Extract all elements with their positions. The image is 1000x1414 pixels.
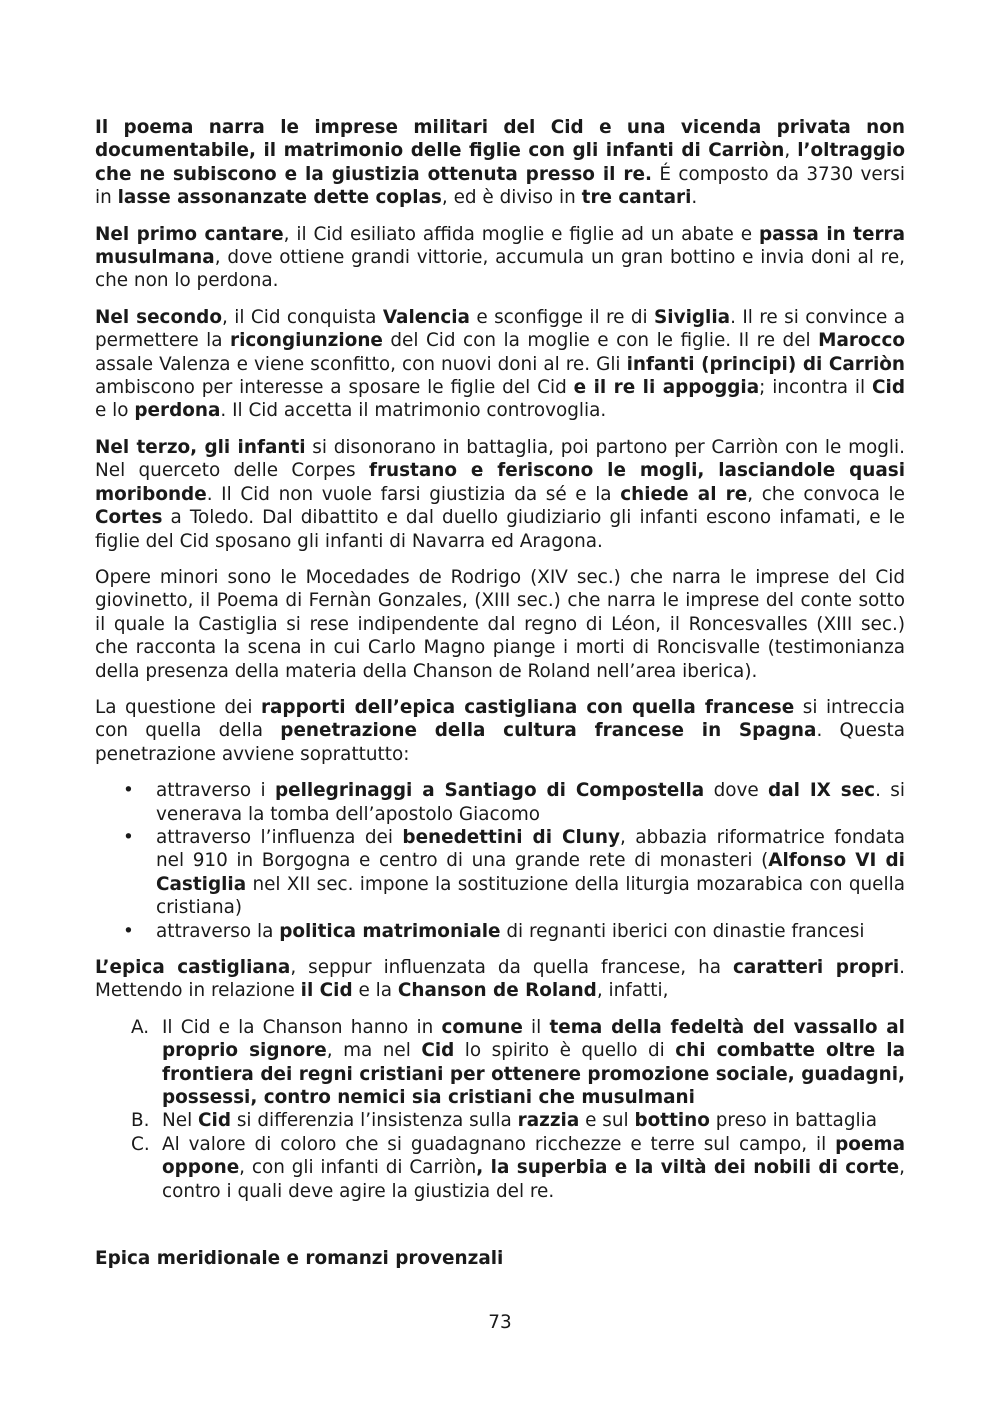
text-run: . Questa penetrazione avviene soprattutto: (95, 720, 906, 765)
bold-text-run: Chanson de Roland (397, 980, 597, 1002)
bold-text-run: Nel secondo (95, 306, 222, 328)
text-run: Nel (162, 1110, 199, 1132)
bold-text-run: Cid (872, 377, 905, 399)
bullet-icon: • (123, 920, 134, 942)
paragraph (95, 696, 905, 766)
text-run: e lo (95, 400, 135, 422)
bold-text-run: Nel terzo, gli infanti (95, 436, 306, 458)
bold-text-run: penetrazione della cultura francese in Spagna (280, 720, 817, 742)
bold-text-run: comune (441, 1016, 523, 1038)
text-run: a Toledo. Dal dibattito e dal duello giudiziario gli infanti escono infamati, e le figlie del Cid sposano gli infanti di Navarra ed Aragona. (95, 507, 905, 552)
bold-text-run: , la superbia e la viltà dei nobili di corte (476, 1157, 900, 1179)
bold-text-run: Siviglia (654, 306, 731, 328)
list-item (95, 779, 905, 826)
text-run: attraverso l’influenza dei (156, 826, 403, 848)
bold-text-run: rapporti dell’epica castigliana con quella francese (260, 696, 795, 718)
text-run: , (784, 140, 798, 162)
text-run: La questione dei (95, 696, 261, 718)
text-run: , il Cid conquista (221, 306, 383, 328)
text-run: , abbazia riformatrice fondata nel 910 in Borgogna e centro di una grande rete di monasteri ( (156, 826, 906, 872)
text-run: . Mettendo in relazione (95, 957, 906, 1002)
bold-text-run: passa in terra musulmana (95, 223, 905, 269)
paragraph-after-bullets (95, 956, 905, 1003)
text-run: e sconfigge il re di (469, 306, 655, 328)
text-run: , seppur influenzata da quella francese, ha (290, 957, 733, 978)
text-run: si intreccia con quella della (95, 696, 906, 742)
text-run: , ma nel (326, 1040, 422, 1062)
text-run: , ed è diviso in (441, 187, 582, 209)
bold-text-run: chiede al re (620, 483, 748, 505)
paragraph (95, 566, 905, 683)
text-run: , il Cid esiliato affida moglie e figlie ad un abate e (283, 223, 759, 245)
bullet-icon: • (123, 780, 134, 802)
list-marker: B. (131, 1110, 150, 1132)
text-run: e sul (579, 1110, 635, 1132)
text-run: si differenzia l’insistenza sulla (231, 1110, 518, 1132)
text-run: Opere minori sono le Mocedades de Rodrigo (XIV sec.) che narra le imprese del Cid giovinetto, il Poema di Fernàn Gonzales, (XIII sec.) che narra le imprese del conte sotto il quale la Castiglia si rese indipendente dal regno di Léon, il Roncesvalles (XIII sec.) che racconta la scena in cui Carlo Magno piange i morti di Roncisvalle (testimonianza della presenza della materia della Chanson de Roland nell’area iberica). (95, 566, 905, 682)
bold-text-run: benedettini di Cluny (402, 826, 620, 848)
bold-text-run: L’epica castigliana (95, 957, 291, 978)
bullet-list (95, 779, 905, 943)
text-run: É composto da 3730 versi in (95, 163, 906, 209)
page-body (95, 116, 905, 1203)
bold-text-run: il Cid (300, 980, 353, 1002)
bold-text-run: chi combatte oltre la frontiera dei regni cristiani per ottenere promozione sociale, guadagni, possessi, contro nemici sia cristiani che musulmani (162, 1040, 905, 1109)
text-run: , infatti, (596, 980, 669, 1002)
page-number: 73 (488, 1312, 512, 1333)
bullet-icon: • (123, 826, 134, 848)
bold-text-run: Alfonso VI di Castiglia (156, 850, 905, 895)
bold-text-run: tre cantari (581, 187, 692, 209)
text-run: Il Cid e la Chanson hanno in (162, 1016, 442, 1038)
lettered-list-item (95, 1109, 905, 1132)
bold-text-run: Cortes (95, 507, 163, 529)
text-run: , dove ottiene grandi vittorie, accumula un gran bottino e invia doni al re, che non lo perdona. (95, 247, 905, 292)
text-run: assale Valenza e viene sconfitto, con nuovi doni al re. Gli (95, 353, 627, 375)
text-run: ; incontra il (759, 377, 873, 399)
bold-text-run: infanti (principi) di Carriòn (626, 353, 905, 375)
bold-text-run: l’oltraggio che ne subiscono e la giustizia ottenuta presso il re. (95, 140, 905, 185)
text-run: lo spirito è quello di (454, 1040, 676, 1062)
bold-text-run: Valencia (382, 306, 470, 328)
text-run: si disonorano in battaglia, poi partono per Carriòn con le mogli. Nel querceto delle Corpes (95, 436, 905, 482)
bold-text-run: poema oppone (162, 1133, 905, 1179)
text-run: il (522, 1016, 550, 1038)
section-heading: Epica meridionale e romanzi provenzali (95, 1248, 504, 1269)
text-run: preso in battaglia (709, 1110, 877, 1132)
text-run: . Il Cid accetta il matrimonio controvoglia. (220, 400, 607, 422)
text-run: . Il re si convince a permettere la (95, 306, 905, 352)
bold-text-run: bottino (634, 1110, 710, 1132)
paragraph (95, 436, 905, 553)
text-run: ambiscono per interesse a sposare le figlie del Cid (95, 377, 574, 399)
paragraphs (95, 116, 905, 766)
bold-text-run: ricongiunzione (230, 330, 383, 352)
text-run: attraverso i (156, 780, 275, 802)
bold-text-run: Nel primo cantare (95, 223, 284, 245)
lettered-list-item (95, 1133, 905, 1203)
bold-text-run: dal IX sec (768, 780, 876, 802)
bold-text-run: pellegrinaggi a Santiago di Compostella (274, 780, 705, 802)
bold-text-run: caratteri propri (732, 957, 900, 978)
list-marker: A. (131, 1016, 150, 1038)
paragraph (95, 306, 905, 423)
bold-text-run: frustano e feriscono le mogli, lasciandole quasi moribonde (95, 460, 906, 505)
list-item (95, 920, 905, 943)
text-run: . (691, 187, 698, 209)
list-item (95, 826, 905, 920)
text-run: e la (352, 980, 398, 1002)
text-run: Al valore di coloro che si guadagnano ricchezze e terre sul campo, il (162, 1133, 836, 1155)
text-run: , contro i quali deve agire la giustizia del re. (162, 1157, 906, 1202)
text-run: , con gli infanti di Carriòn (239, 1157, 477, 1179)
text-run: di regnanti iberici con dinastie francesi (500, 920, 865, 942)
text-run: , che convoca le (747, 483, 905, 505)
bold-text-run: Cid (421, 1040, 455, 1062)
bold-text-run: perdona (134, 400, 221, 422)
paragraph (95, 223, 905, 293)
lettered-list-item (95, 1016, 905, 1110)
text-run: nel XII sec. impone la sostituzione della liturgia mozarabica con quella cristiana) (156, 873, 905, 919)
bold-text-run: politica matrimoniale (279, 920, 501, 942)
bold-text-run: Marocco (818, 330, 905, 352)
bold-text-run: Il poema narra le imprese militari del Cid e una vicenda privata non documentabile, il matrimonio delle figlie con gli infanti di Carriòn (95, 117, 905, 162)
bold-text-run: e il re li appoggia (573, 377, 760, 399)
text-run: del Cid con la moglie e con le figlie. Il re del (382, 330, 819, 352)
bold-text-run: lasse assonanzate dette coplas (117, 187, 442, 209)
bold-text-run: tema della fedeltà del vassallo al proprio signore (162, 1016, 905, 1062)
text-run: dove (704, 780, 769, 802)
text-run: attraverso la (156, 920, 280, 942)
text-run: . Il Cid non vuole farsi giustizia da sé e la (206, 483, 621, 505)
list-marker: C. (131, 1133, 150, 1155)
lettered-list (95, 1016, 905, 1203)
text-run: . si venerava la tomba dell’apostolo Giacomo (156, 780, 905, 825)
bold-text-run: razzia (517, 1110, 580, 1132)
bold-text-run: Cid (198, 1110, 231, 1132)
paragraph (95, 116, 905, 210)
